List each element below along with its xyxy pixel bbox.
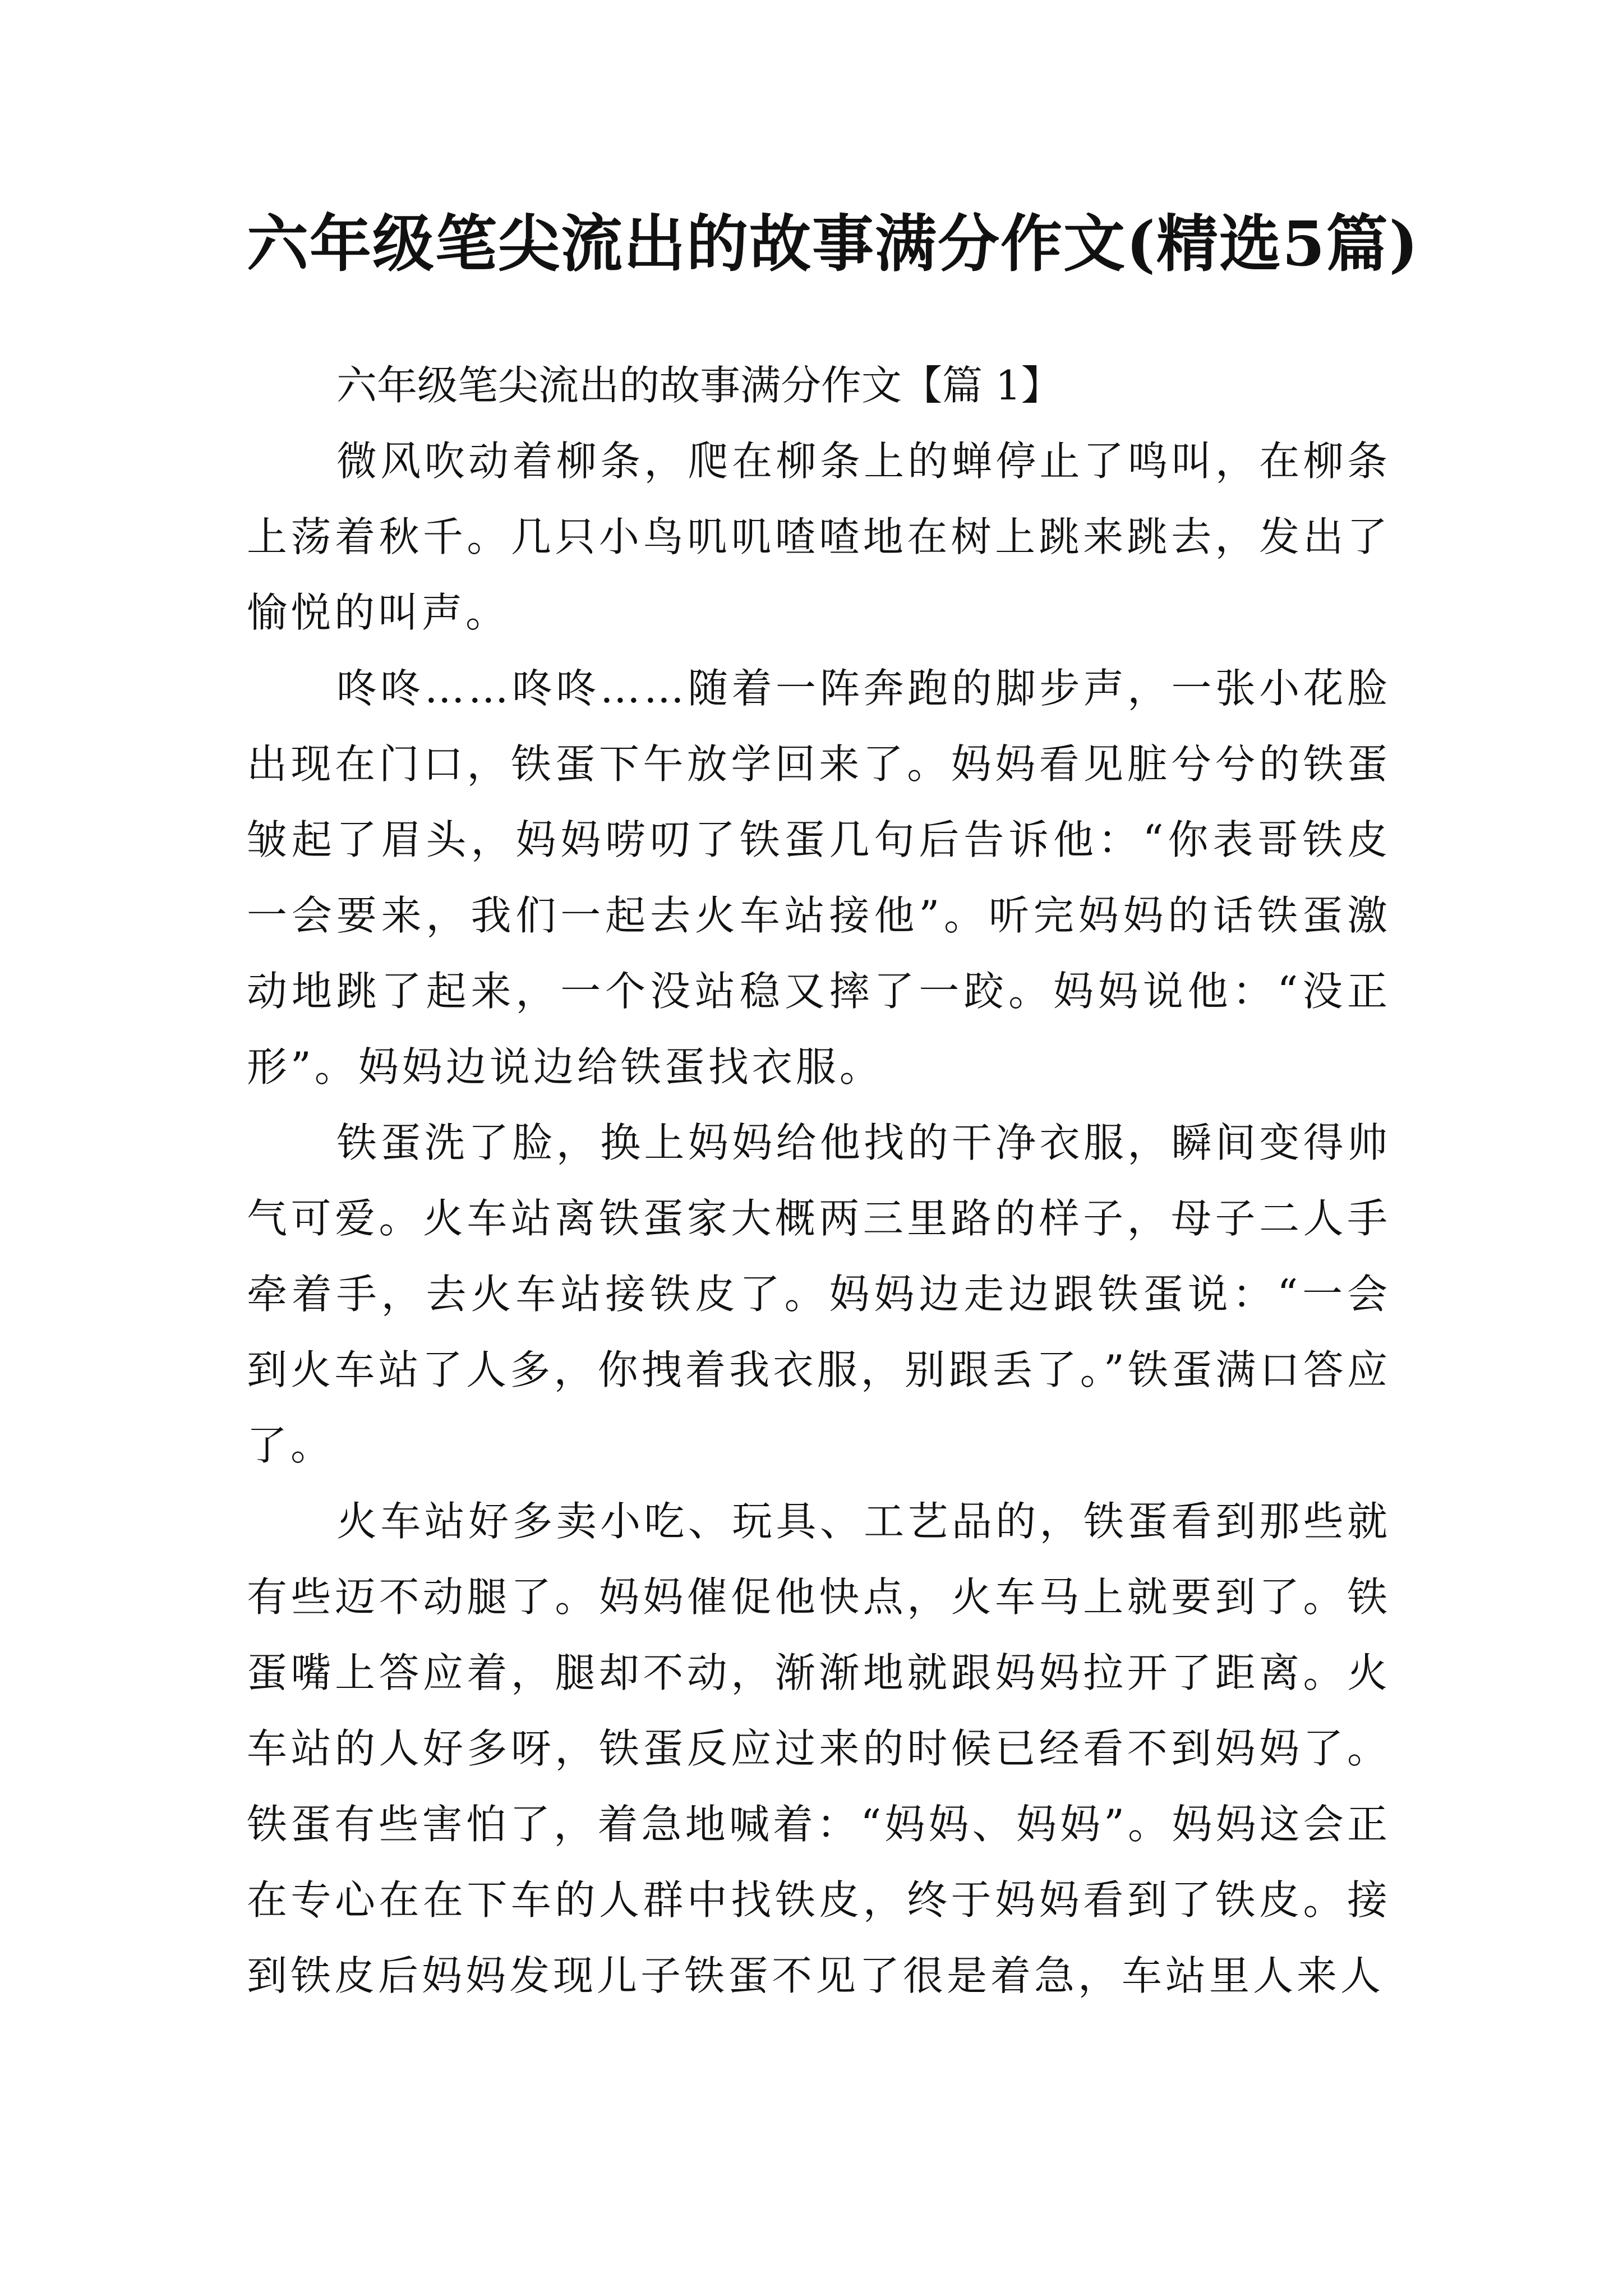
paragraph-1: 微风吹动着柳条，爬在柳条上的蝉停止了鸣叫，在柳条上荡着秋千。几只小鸟叽叽喳喳地在树上跳来跳去，发出了愉悦的叫声。: [247, 438, 1391, 636]
document-body: [247, 348, 1391, 2014]
paragraph-4: 火车站好多卖小吃、玩具、工艺品的，铁蛋看到那些就有些迈不动腿了。妈妈催促他快点，火车马上就要到了。铁蛋嘴上答应着，腿却不动，渐渐地就跟妈妈拉开了距离。火车站的人好多呀，铁蛋反应过来的时候已经看不到妈妈了。铁蛋有些害怕了，着急地喊着：“妈妈、妈妈”。妈妈这会正在专心在在下车的人群中找铁皮，终于妈妈看到了铁皮。接到铁皮后妈妈发现儿子铁蛋不见了很是着急，车站里人来人: [247, 1498, 1391, 1999]
paragraph-2: 咚咚……咚咚……随着一阵奔跑的脚步声，一张小花脸出现在门口，铁蛋下午放学回来了。妈妈看见脏兮兮的铁蛋皱起了眉头，妈妈唠叨了铁蛋几句后告诉他：“你表哥铁皮一会要来，我们一起去火车站接他”。听完妈妈的话铁蛋激动地跳了起来，一个没站稳又摔了一跤。妈妈说他：“没正形”。妈妈边说边给铁蛋找衣服。: [247, 665, 1391, 1091]
document-title: 六年级笔尖流出的故事满分作文(精选5篇): [247, 208, 1419, 280]
paragraph-3: 铁蛋洗了脸，换上妈妈给他找的干净衣服，瞬间变得帅气可爱。火车站离铁蛋家大概两三里路的样子，母子二人手牵着手，去火车站接铁皮了。妈妈边走边跟铁蛋说：“一会到火车站了人多，你拽着我衣服，别跟丢了。”铁蛋满口答应了。: [247, 1119, 1391, 1469]
section-heading: 六年级笔尖流出的故事满分作文【篇 1】: [336, 362, 1062, 409]
